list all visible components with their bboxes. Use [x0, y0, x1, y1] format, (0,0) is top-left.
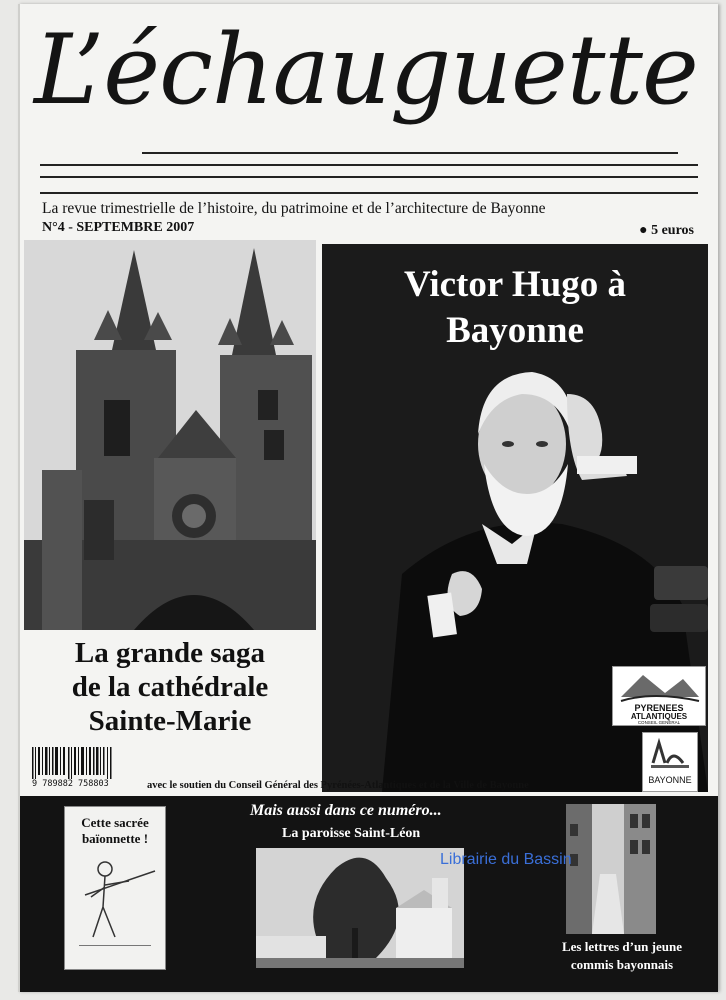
issue-number: N°4 - SEPTEMBRE 2007 — [42, 220, 195, 235]
bayonne-logo — [642, 732, 698, 792]
bayonne-logo-text: BAYONNE — [648, 775, 692, 785]
headline-line: Victor Hugo à — [404, 264, 626, 305]
magazine-subtitle: La revue trimestrielle de l’histoire, du patrimoine et de l’architecture de Bayonne — [42, 200, 546, 217]
bayonnette-line: Cette sacrée — [81, 815, 149, 830]
bayonnette-card — [64, 806, 166, 970]
cathedral-headline — [24, 636, 316, 739]
bookseller-watermark: Librairie du Bassin — [440, 851, 572, 868]
pa-logo-line2: ATLANTIQUES — [630, 712, 688, 721]
soldier-illustration — [65, 807, 165, 969]
support-credit: avec le soutien du Conseil Général des Pyrénées-Atlantiques et de la Ville de Bayonne — [147, 780, 529, 791]
masthead-rule — [40, 164, 698, 166]
cathedral-photo — [24, 240, 316, 630]
lettres-line: Les lettres d’un jeune — [561, 939, 682, 954]
barcode-number: 9 789882 758803 — [32, 779, 109, 789]
bayonnette-line: baïonnette ! — [81, 830, 149, 846]
masthead-rule — [40, 176, 698, 178]
conseil-general-logo — [612, 666, 706, 726]
barcode — [32, 747, 112, 779]
also-in-issue-heading: Mais aussi dans ce numéro... — [250, 802, 442, 819]
pa-logo-line3: CONSEIL GENERAL — [637, 720, 681, 725]
headline-line: Bayonne — [446, 310, 584, 352]
headline-line: La grande saga — [74, 637, 266, 669]
saint-leon-caption: La paroisse Saint-Léon — [282, 826, 421, 841]
headline-line: Sainte-Marie — [88, 705, 252, 738]
pa-logo-line1: PYRENEES — [634, 703, 684, 713]
headline-line: de la cathédrale — [71, 671, 269, 704]
masthead — [28, 14, 708, 179]
saint-leon-church-photo — [256, 848, 464, 968]
lettres-line: commis bayonnais — [570, 956, 674, 972]
bayonne-street-photo — [566, 804, 656, 934]
lettres-caption — [532, 938, 712, 973]
also-in-issue-section — [20, 796, 718, 992]
price-label: ● 5 euros — [639, 223, 694, 238]
masthead-rule — [40, 192, 698, 194]
masthead-rule — [142, 152, 678, 154]
magazine-cover — [18, 4, 718, 992]
magazine-title: L’échauguette — [34, 14, 698, 126]
